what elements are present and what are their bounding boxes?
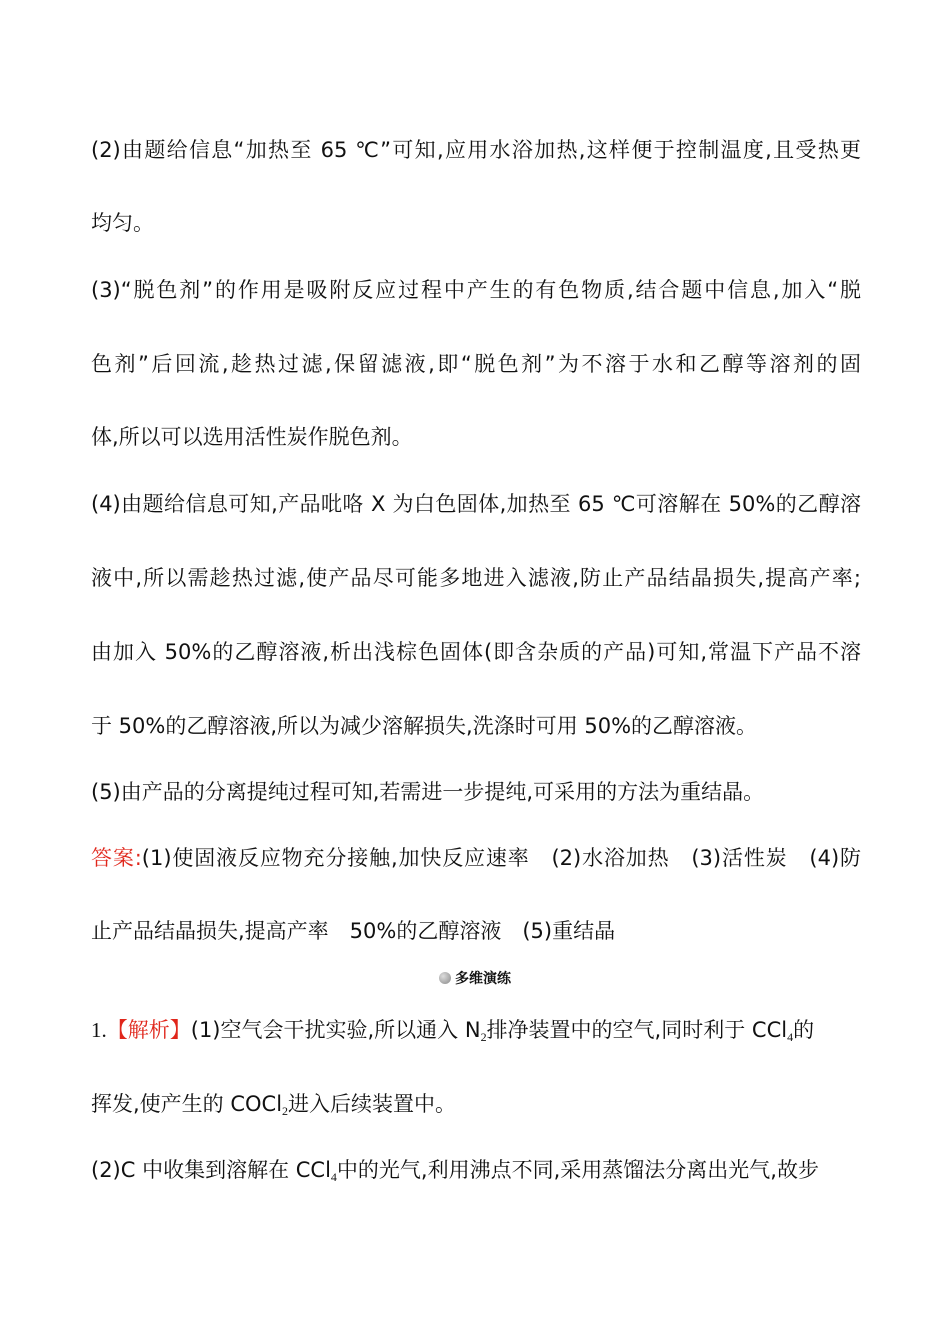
analysis-tag: 【解析】	[106, 1018, 191, 1042]
section-divider	[0, 968, 950, 990]
q1-l3-sub: 4	[330, 1170, 337, 1184]
paragraph-2-line-2: 均匀。	[91, 211, 154, 235]
paragraph-3-line-1: (3)“脱色剂”的作用是吸附反应过程中产生的有色物质,结合题中信息,加入“脱	[91, 278, 861, 302]
question-1-line-1	[91, 1015, 861, 1045]
section-bullet-icon	[439, 972, 451, 984]
paragraph-3-line-2: 色剂”后回流,趁热过滤,保留滤液,即“脱色剂”为不溶于水和乙醇等溶剂的固	[91, 352, 861, 376]
question-1-line-2	[91, 1089, 861, 1119]
answer-label: 答案:	[91, 846, 142, 870]
q1-l2-a: 挥发,使产生的 COCl	[91, 1092, 283, 1116]
paragraph-4-line-1: (4)由题给信息可知,产品吡咯 X 为白色固体,加热至 65 ℃可溶解在 50%的乙醇溶	[91, 492, 861, 516]
question-1-line-3	[91, 1155, 861, 1185]
paragraph-2-line-1: (2)由题给信息“加热至 65 ℃”可知,应用水浴加热,这样便于控制温度,且受热更	[91, 138, 861, 162]
q1-l1-sub: 2	[480, 1030, 487, 1044]
q1-l1-sub2: 4	[787, 1030, 794, 1044]
question-number: 1.	[91, 1018, 107, 1042]
q1-l1-b: 排净装置中的空气,同时利于 CCl	[486, 1018, 788, 1042]
answer-text-1: (1)使固液反应物充分接触,加快反应速率 (2)水浴加热 (3)活性炭 (4)防	[141, 846, 861, 870]
paragraph-4-line-4: 于 50%的乙醇溶液,所以为减少溶解损失,洗涤时可用 50%的乙醇溶液。	[91, 714, 758, 738]
paragraph-3-line-3: 体,所以可以选用活性炭作脱色剂。	[91, 425, 413, 449]
paragraph-4-line-3: 由加入 50%的乙醇溶液,析出浅棕色固体(即含杂质的产品)可知,常温下产品不溶	[91, 640, 861, 664]
answer-line-1	[91, 843, 861, 873]
q1-l2-b: 进入后续装置中。	[288, 1092, 457, 1116]
paragraph-5-line-1: (5)由产品的分离提纯过程可知,若需进一步提纯,可采用的方法为重结晶。	[91, 780, 765, 804]
q1-l3-a: (2)C 中收集到溶解在 CCl	[91, 1158, 331, 1182]
paragraph-4-line-2: 液中,所以需趁热过滤,使产品尽可能多地进入滤液,防止产品结晶损失,提高产率;	[91, 566, 861, 590]
q1-l1-a: (1)空气会干扰实验,所以通入 N	[190, 1018, 481, 1042]
q1-l2-sub: 2	[282, 1104, 289, 1118]
answer-line-2: 止产品结晶损失,提高产率 50%的乙醇溶液 (5)重结晶	[91, 919, 616, 943]
section-title: 多维演练	[455, 971, 511, 987]
q1-l3-b: 中的光气,利用沸点不同,采用蒸馏法分离出光气,故步	[336, 1158, 819, 1182]
q1-l1-c: 的	[793, 1018, 815, 1042]
